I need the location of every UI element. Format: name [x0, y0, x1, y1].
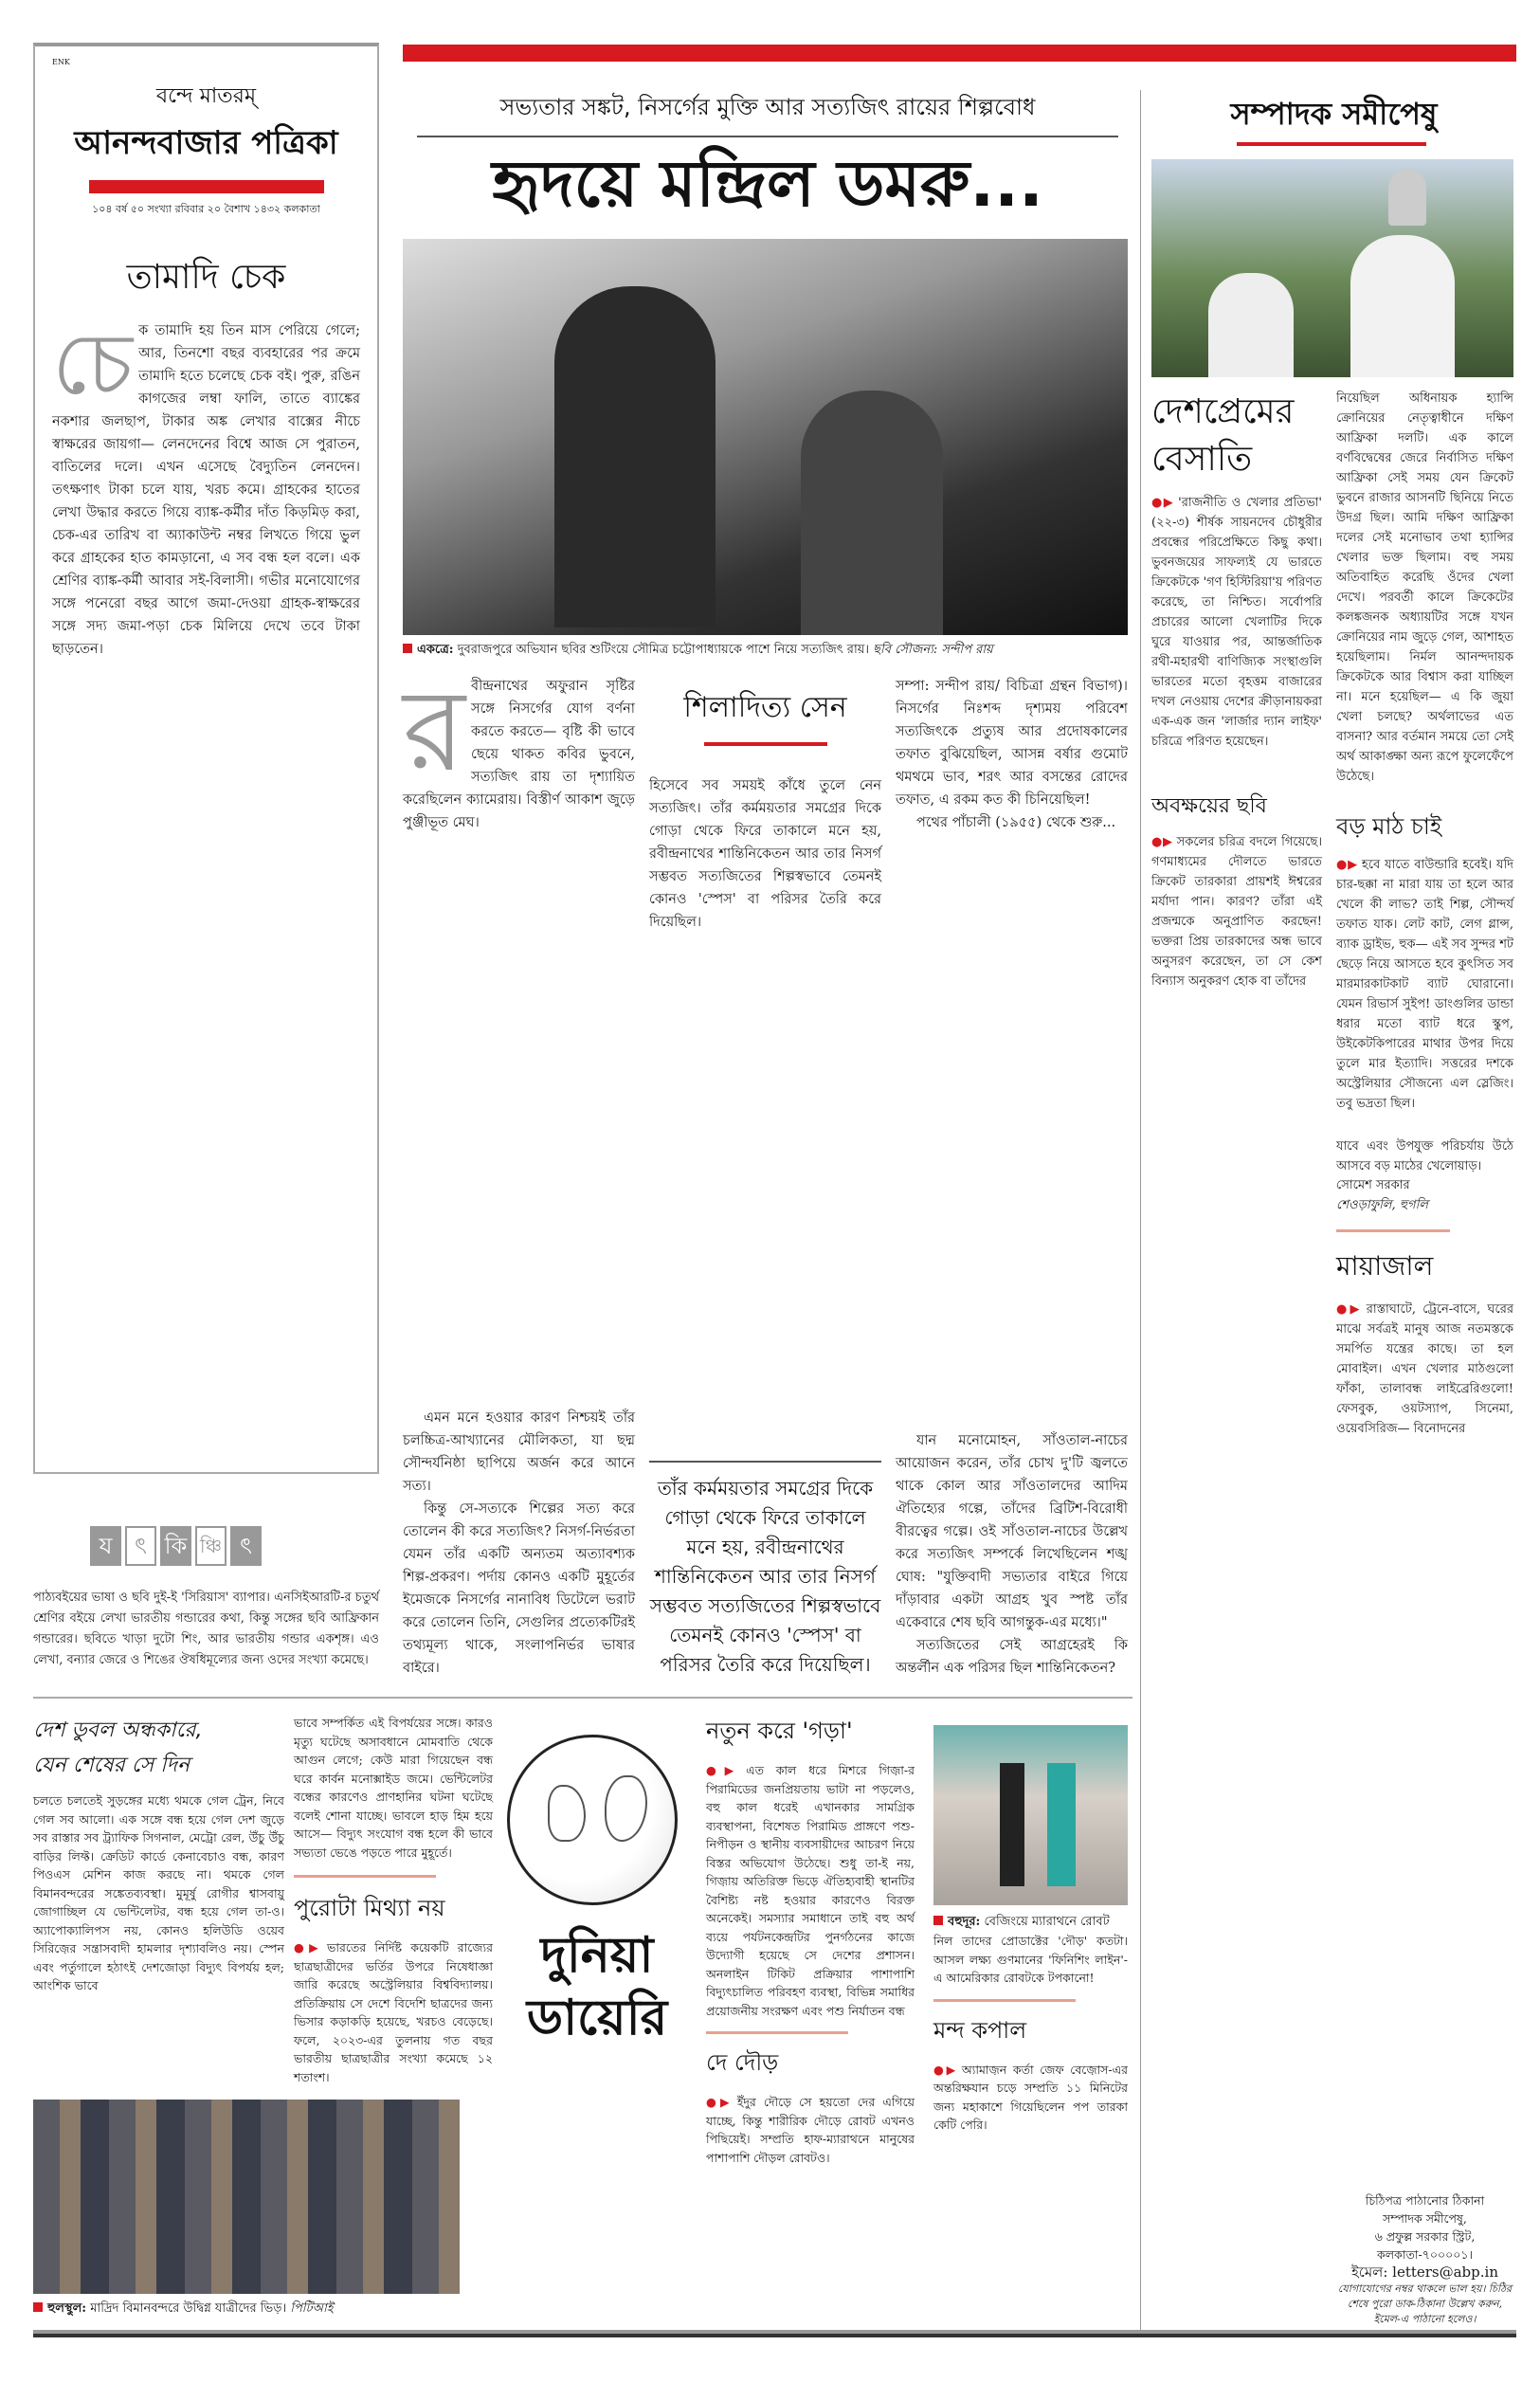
robot-marathon-photo [933, 1725, 1128, 1905]
madrid-photo-caption: হুলস্থুল: মাদ্রিদ বিমানবন্দরে উদ্বিগ্ন যাত্রীদের ভিড়। পিটিআই [33, 2300, 469, 2318]
lead-photo [403, 239, 1128, 635]
diary-story-5: বহুদূর: বেজিংয়ে ম্যারাথনে রোবট নিল তাদের প্রোডাক্টের 'দৌড়' কতটা। আসল লক্ষ্য গুণমানের 'ফিনিশিং লাইন'-এ আমেরিকার রোবটকে টপকানো! মন্দ কপাল ●▶ অ্যামাজ়ন কর্তা জেফ বেজ়োস-এর অন্তরিক্ষযান চড়ে সম্প্রতি ১১ মিনিটের জন্য মহাকাশে গিয়েছিলেন পপ তারকা কেটি পেরি। [933, 1915, 1128, 2132]
diary-story-3: নতুন করে 'গড়া' ●▶ এত কাল ধরে মিশরে গিজ়া-র পিরামিডের জনপ্রিয়তায় ভাটা না পড়লেও, বহু কাল ধরেই এখানকার সামগ্রিক ব্যবস্থাপনা, বিশেষত পিরামিড প্রাঙ্গণে পশু-নিপীড়ন ও স্থানীয় ব্যবসায়ীদের আচরণ নিয়ে বিস্তর অভিযোগ উঠেছে। শুধু তা-ই নয়, গিজ়ায় অতিরিক্ত ভিড়ে ঐতিহ্যবাহী স্থানটির বৈশিষ্ট্য নষ্ট হওয়ার কারণেও বিরক্ত অনেকেই। সমস্যার সমাধানে তাই বহু অর্থ ব্যয়ে পর্যটনকেন্দ্রটির পুনর্গঠনের কাজে উদ্যোগী হয়েছে সে দেশের প্রশাসন। অনলাইন টিকিট প্রক্রিয়ার পাশাপাশি বিদ্যুৎচালিত পরিবহণ ব্যবস্থা, বিভিন্ন সমাধির প্রয়োজনীয় সংরক্ষণ এবং পশু নির্যাতন বন্ধ দে দৌড় ●▶ ইঁদুর দৌড়ে সে হয়তো দের এগিয়ে যাচ্ছে, কিন্তু শারীরিক দৌড়ে রোবট এখনও পিছিয়েই। সম্প্রতি হাফ-ম্যারাথনে মানুষের পাশাপাশি দৌড়ল রোবটও। [706, 1714, 915, 2167]
pull-quote: তাঁর কর্মময়তার সমগ্রের দিকে গোড়া থেকে ফিরে তাকালে মনে হয়, রবীন্দ্রনাথের শান্তিনিকেতন আর তার নিসর্গ সম্ভবত সত্যজিতের শিল্পস্বভাবে তেমনই কোনও 'স্পেস' বা পরিসর তৈরি করে দিয়েছিল। [649, 1461, 881, 1680]
editorial-body: চে ক তামাদি হয় তিন মাস পেরিয়ে গেলে; আর, তিনশো বছর ব্যবহারের পর ক্রমে তামাদি হতে চলেছে চেক বই। পুরু, রঙিন কাগজের লম্বা ফালি, তাতে ব্যাঙ্কের নকশার জলছাপ, টাকার অঙ্ক লেখার বাক্সের নীচে স্বাক্ষরের জায়গা— লেনদেনের বিশ্বে আজ সে পুরাতন, বাতিলের দলে। এখন এসেছে বৈদ্যুতিন লেনদেন। তৎক্ষণাৎ টাকা চলে যায়, খরচ কমে। গ্রাহকের হাতের লেখা উদ্ধার করতে গিয়ে ব্যাঙ্ক-কর্মীর দাঁত কিড়মিড় করা, চেক-এর তারিখ বা অ্যাকাউন্ট নম্বর লিখতে গিয়ে ভুল করে গ্রাহকের হাত কামড়ানো, এ সব বন্ধ হল বলে। এক শ্রেণির ব্যাঙ্ক-কর্মী আবার সই-বিলাসী। গভীর মনোযোগের সঙ্গে পনেরো বছর আগে জমা-দেওয়া গ্রাহক-স্বাক্ষরের সঙ্গে সদ্য জমা-পড়া চেক মিলিয়ে দেখে তবে টাকা ছাড়তেন। [52, 315, 360, 657]
masthead-editorial-box [33, 43, 379, 1474]
jatkinchit-body: পাঠ্যবইয়ের ভাষা ও ছবি দুই-ই 'সিরিয়াস' ব্যাপার। এনসিইআরটি-র চতুর্থ শ্রেণির বইয়ে লেখা ভারতীয় গন্ডারের কথা, কিন্তু সঙ্গের ছবি আফ্রিকান গন্ডারের। ছবিতে খাড়া দুটো শিং, আর ভারতীয় গন্ডার একশৃঙ্গ। এও লেখা, বন্যার জেরে ও শিঙের ঔষধিমূল্যের জন্য ওদের সংখ্যা কমেছে। [33, 1591, 379, 1667]
letters-photo-trophy [1151, 159, 1513, 377]
lead-kicker: সভ্যতার সঙ্কট, নিসর্গের মুক্তি আর সত্যজিৎ রায়ের শিল্পবোধ [417, 90, 1118, 137]
letters-title-rule [1237, 142, 1426, 146]
letter-place: শেওড়াফুলি, হুগলি [1336, 1198, 1428, 1212]
masthead-motto: বন্দে মাতরম্ [155, 84, 257, 108]
lead-headline: হৃদয়ে মন্দ্রিল ডমরু... [492, 147, 1043, 222]
globe-illustration [507, 1735, 678, 1905]
page-bottom-rule [33, 2334, 1516, 2337]
madrid-airport-photo [33, 2100, 460, 2294]
arrow-icon: ●▶ [1151, 496, 1175, 510]
diary-story-1: দেশ ডুবল অন্ধকারে, যেন শেষের সে দিন চলতে চলতেই সুড়ঙ্গের মধ্যে থমকে গেল ট্রেন, নিবে গেল সব আলো। এক সঙ্গে বন্ধ হয়ে গেল দেশ জুড়ে সব রাস্তার সব ট্র্যাফিক সিগনাল, মেট্রো রেল, উঁচু উঁচু বাড়ির লিফ্ট। ক্রেডিট কার্ডে কেনাবেচাও বন্ধ, কারণ পিওএস মেশিন কাজ করছে না। থমকে গেল বিমানবন্দরের সঙ্কেতব্যবস্থা। মুমূর্ষু রোগীর শ্বাসবায়ু জোগাচ্ছিল যে ভেন্টিলেটর, বন্ধ হয়ে গেল তা-ও। অ্যাপোক্যালিপস নয়, কোনও হলিউডি ওয়েব সিরিজ়ের সন্ত্রাসবাদী হামলার দৃশ্যাবলিও নয়। স্পেন এবং পর্তুগালে হঠাৎই দেশজোড়া বিদ্যুৎ বিপর্যয় হল; আংশিক ভাবে [33, 1718, 284, 1992]
diary-top-rule [33, 1697, 1132, 1699]
editorial-title: তামাদি চেক [126, 258, 286, 297]
story-title: পুরোটা মিথ্যা নয় [294, 1895, 445, 1921]
byline-rule [704, 742, 827, 746]
letter-title: মায়াজাল [1336, 1250, 1434, 1282]
top-red-bar [403, 45, 1516, 62]
letters-section-title: সম্পাদক সমীপেষু [1230, 96, 1438, 132]
letter-title: অবক্ষয়ের ছবি [1151, 794, 1267, 818]
lead-dropcap: র [403, 665, 466, 797]
letters-address: চিঠিপত্র পাঠানোর ঠিকানা সম্পাদক সমীপেষু, ৬ প্রফুল্ল সরকার স্ট্রিট, কলকাতা-৭০০০০১। ইমেল: letters@abp.in যোগাযোগের নম্বর থাকলে ভাল হয়। চিঠির শেষে পুরো ডাক-ঠিকানা উল্লেখ করুন, ইমেল-এ পাঠানো হলেও। [1337, 2193, 1513, 2325]
lead-photo-caption: একত্রে: দুবরাজপুরে অভিযান ছবির শুটিংয়ে সৌমিত্র চট্টোপাধ্যায়কে পাশে নিয়ে সত্যজিৎ রায়। ছবি সৌজন্য: সন্দীপ রায় [403, 641, 1132, 660]
letter-3: বড় মাঠ চাই ●▶ হবে যাতে বাউন্ডারি হবেই। যদি চার-ছক্কা না মারা যায় তা হলে আর খেলে কী লাভ? তাই শিল্প, সৌন্দর্য তফাত যাক। লেট কাট, লেগ গ্লান্স, ব্যাক ড্রাইভ, হুক— এই সব সুন্দর শট ছেড়ে নিয়ে আসতে হবে কুৎসিত সব মারমারকাটকাট ব্যাট ঘোরানো। যেমন রিভার্স সুইপ! ডাংগুলির ডান্ডা ধরার মতো ব্যাট ধরে স্কুপ, উইকেটকিপারের মাথার উপর দিয়ে তুলে মার ইত্যাদি। সত্তরের দশকে অস্ট্রেলিয়ার সৌজন্যে এল স্লেজিং। তবু ভদ্রতা ছিল। যাবে এবং উপযুক্ত পরিচর্যায় উঠে আসবে বড় মাঠের খেলোয়াড়। সোমেশ সরকার শেওড়াফুলি, হুগলি মায়াজাল ●▶ রাস্তাঘাটে, ট্রেনে-বাসে, ঘরের মাঝে সর্বত্রই মানুষ আজ নতমস্তকে সমর্পিত যন্ত্রের কাছে। তা হল মোবাইল। এখন খেলার মাঠগুলো ফাঁকা, তালাবন্ধ লাইব্রেরিগুলো! ফেসবুক, ওয়টস্যাপ, সিনেমা, ওয়েবসিরিজ— বিনোদনের [1336, 809, 1513, 1439]
story-title: মন্দ কপাল [933, 2016, 1027, 2044]
letter-1: দেশপ্রেমের বেসাতি ●▶ 'রাজনীতি ও খেলার প্রতিভা' (২২-৩) শীর্ষক সায়নদেব চৌধুরীর প্রবন্ধের পরিপ্রেক্ষিতে কিছু কথা। ভুবনজয়ের সাফল্যই যে ভারতে ক্রিকেটকে 'গণ হিস্টিরিয়া'য় পরিণত করেছে, তা নিশ্চিত। সর্বোপরি প্রচারের আলো খেলাটির দিকে ঘুরে যাওয়ার পর, আন্তর্জাতিক রথী-মহারথী বাণিজ্যিক সংস্থাগুলি ভারতের মতো বৃহত্তম বাজারের দখল নেওয়ায় দেশের ক্রীড়ানায়করা এক-এক জন 'লার্জার দ্যান লাইফ' চরিত্রে পরিণত হয়েছেন। অবক্ষয়ের ছবি ●▶ সকলের চরিত্র বদলে গিয়েছে। গণমাধ্যমের দৌলতে ভারতে ক্রিকেট তারকারা প্রায়শই ঈশ্বরের মর্যাদা পান। কারণ? তাঁরা এই প্রজন্মকে অনুপ্রাণিত করছেন! ভক্তরা প্রিয় তারকাদের অন্ধ ভাবে অনুসরণ করেছেন, তা সে কেশ বিন্যাস অনুকরণ হোক বা তাঁদের [1151, 389, 1322, 991]
editorial-dropcap: চে [52, 315, 134, 414]
diary-left-block [33, 1714, 493, 2318]
story-title: নতুন করে 'গড়া' [706, 1718, 853, 1744]
diary-right-block [933, 1725, 1128, 2135]
diary-story-1-cont: ভাবে সম্পর্কিত এই বিপর্যয়ের সঙ্গে। কারও মৃত্যু ঘটেছে অসাবধানে মোমবাতি থেকে আগুন লেগে; কেউ মারা গিয়েছেন বন্ধ ঘরে কার্বন মনোক্সাইড জমে। ভেন্টিলেটর বন্ধের কারণেও প্রাণহানির ঘটনা ঘটেছে বলেই শোনা যাচ্ছে। ভাবলে হাড় হিম হয়ে আসে— বিদ্যুৎ সংযোগ বন্ধ হলে কী ভাবে সভ্যতা ভেঙে পড়তে পারে মুহূর্তে। পুরোটা মিথ্যা নয় ●▶ ভারতের নির্দিষ্ট কয়েকটি রাজ্যের ছাত্রছাত্রীদের ভর্তির উপরে নিষেধাজ্ঞা জারি করেছে অস্ট্রেলিয়ার বিশ্ববিদ্যালয়। প্রতিক্রিয়ায় সে দেশে বিদেশি ছাত্রদের জন্য ভিসার কড়াকড়ি হয়েছে, খরচও বেড়েছে। ফলে, ২০২৩-এর তুলনায় গত বছর ভারতীয় ছাত্রছাত্রীর সংখ্যা কমেছে ১২ শতাংশ। [294, 1716, 493, 2084]
jatkinchit-logo: য ৎ কি ঞ্চি ৎ [90, 1526, 262, 1566]
lead-col-2: শিলাদিত্য সেন হিসেবে সব সময়ই কাঁধে তুলে নেন সত্যজিৎ। তাঁর কর্মময়তার সমগ্রের দিকে গোড়া থেকে ফিরে তাকালে মনে হয়, রবীন্দ্রনাথের শান্তিনিকেতন আর তার নিসর্গ সম্ভবত সত্যজিতের শিল্পস্বভাবে তেমনই কোনও 'স্পেস' বা পরিসর তৈরি করে দিয়েছিল। তাঁর কর্মময়তার সমগ্রের দিকে গোড়া থেকে ফিরে তাকালে মনে হয়, রবীন্দ্রনাথের শান্তিনিকেতন আর তার নিসর্গ সম্ভবত সত্যজিতের শিল্পস্বভাবে তেমনই কোনও 'স্পেস' বা পরিসর তৈরি করে দিয়েছিল। [649, 675, 881, 1680]
story-title: দে দৌড় [706, 2049, 779, 2076]
byline: শিলাদিত্য সেন [683, 691, 847, 724]
dateline: ১০৪ বর্ষ ৫০ সংখ্যা রবিবার ২০ বৈশাখ ১৪৩২ কলকাতা [92, 203, 320, 215]
edition-code: ENK [52, 58, 70, 66]
masthead-red-bar [89, 180, 324, 193]
diary-section-title: দুনিয়া ডায়েরি [526, 1927, 668, 2046]
lead-col-3: সম্পা: সন্দীপ রায়/ বিচিত্রা গ্রন্থন বিভাগ)। নিসর্গের নিঃশব্দ দৃশ্যময় পরিবেশ সত্যজিৎকে প্রত্যুষ আর প্রদোষকালের তফাত বুঝিয়েছিল, আসন্ন বর্ষার গুমোট থমথমে ভাব, শরৎ আর বসন্তের রোদের তফাত, এ রকম কত কী চিনিয়েছিল! পথের পাঁচালী (১৯৫৫) থেকে শুরু... যান মনোমোহন, সাঁওতাল-নাচের আয়োজন করেন, তাঁর চোখ দু'টি জ্বলতে থাকে কোল আর সাঁওতালদের আদিম ঐতিহ্যের গল্পে, তাঁদের ব্রিটিশ-বিরোধী বীরত্বের গল্পে। ওই সাঁওতাল-নাচের উল্লেখ করে সত্যজিৎ সম্পর্কে লিখেছিলেন শঙ্খ ঘোষ: "যুক্তিবাদী সভ্যতার বাইরে গিয়ে দাঁড়াবার একটা আগ্রহ খুব স্পষ্ট তাঁর একেবারে শেষ ছবি আগন্তুক-এর মধ্যে।" সত্যজিতের সেই আগ্রহেরই কি অন্তর্লীন এক পরিসর ছিল শান্তিনিকেতন? [896, 679, 1128, 1676]
letter-1-cont: নিয়েছিল অধিনায়ক হ্যান্সি ক্রোনিয়ের নেতৃত্বাধীনে দক্ষিণ আফ্রিকা দলটি। এক কালে বর্ণবিদ্বেষের জেরে নির্বাসিত দক্ষিণ আফ্রিকা সেই সময় যেন ক্রিকেট ভুবনে রাজার আসনটি ছিনিয়ে নিতে উদগ্র ছিল। আমি দক্ষিণ আফ্রিকা দলের সেই মনোভাব তথা হ্যান্সির খেলার ভক্ত ছিলাম। বহু সময় অতিবাহিত করেছি ওঁদের খেলা দেখে। পরবর্তী কালে ক্রিকেটের কলঙ্কজনক অধ্যায়টির সঙ্গে যখন ক্রোনিয়ের নাম জুড়ে গেল, আশাহত হয়েছিলাম। নির্মল আনন্দদায়ক ক্রিকেটকে আর বিশ্বাস করা যাচ্ছিল না। মনে হয়েছিল— এ কি জুয়া খেলা চলছে? অর্থলাভের এত বাসনা? আর বর্তমান সময়ে তো সেই অর্থ আকাঙ্ক্ষা অন্য রূপে ফুলেফেঁপে উঠেছে। [1336, 391, 1513, 784]
letter-author: সোমেশ সরকার [1336, 1178, 1410, 1192]
lead-col-1: র বীন্দ্রনাথের অফুরান সৃষ্টির সঙ্গে নিসর্গের যোগ বর্ণনা করতে করতে— বৃষ্টি কী ভাবে ছেয়ে থাকত কবির ভুবনে, সত্যজিৎ রায় তা দৃশ্যায়িত করেছিলেন ক্যামেরায়। বিস্তীর্ণ আকাশ জুড়ে পুঞ্জীভূত মেঘ। এমন মনে হওয়ার কারণ নিশ্চয়ই তাঁর চলচ্চিত্র-আখ্যানের মৌলিকতা, যা ছদ্ম সৌন্দর্যনিষ্ঠা ছাপিয়ে অর্জন করে আনে সত্য। কিন্তু সে-সত্যকে শিল্পের সত্য করে তোলেন কী করে সত্যজিৎ? নিসর্গ-নির্ভরতা যেমন তাঁর একটি অন্যতম অত্যাবশ্যক শিল্প-প্রকরণ। পর্দায় কোনও একটি মুহূর্তের ইমেজকে নিসর্গের নানাবিধ ডিটেলে ভরাট করে তোলেন তিনি, সেগুলির প্রত্যেকটিরই তথ্যমূল্য থাকে, সংলাপনির্ভর ভাষার বাইরে। [403, 665, 635, 1676]
masthead-logo: আনন্দবাজার পত্রিকা [74, 124, 338, 162]
letter-title: দেশপ্রেমের বেসাতি [1151, 392, 1295, 479]
letter-title: বড় মাঠ চাই [1336, 813, 1442, 840]
letters-email[interactable]: ইমেল: letters@abp.in [1350, 2264, 1498, 2281]
column-divider [1140, 90, 1141, 2337]
letters-right-subcolumn [1336, 389, 1513, 2327]
